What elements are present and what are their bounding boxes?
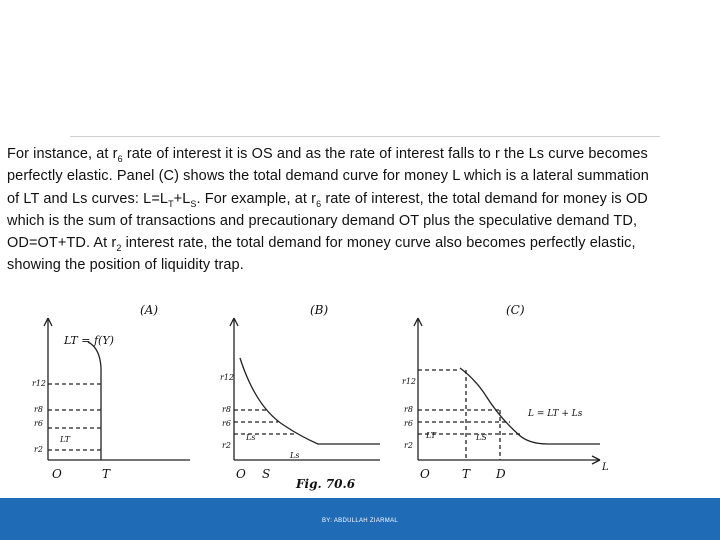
panel-c-lt: LT: [426, 431, 436, 440]
panel-b-r6: r6: [222, 419, 231, 428]
figure-caption: Fig. 70.6: [296, 477, 356, 491]
panel-c-d: D: [496, 467, 506, 481]
body-paragraph: For instance, at $r_6$ rate of interest it is OS and as the rate of interest falls to r the Ls curve becomes perfectly elastic. Panel (C) shows the total demand curve for money L which is a lateral summation of LT and Ls curves: $L=L_T+L_S$. For example, at $r_6$ rate of interest, the total demand for money is OD which is the sum of transactions and precautionary demand OT plus the speculative demand TD, OD=OT+TD. At $r_2$ interest rate, the total demand for money curve also becomes perfectly elastic, showing the position of liquidity trap.: [7, 146, 649, 274]
panel-c-r12: r12: [402, 377, 417, 386]
panel-a-x-label: T: [102, 467, 111, 481]
panel-a-lt: LT: [60, 435, 70, 444]
liquidity-preference-figure: [0, 298, 720, 498]
panel-b-r2: r2: [222, 441, 231, 450]
panel-c-curve-label: L = LT + Ls: [528, 409, 583, 419]
panel-c-x-axis: L: [602, 462, 609, 473]
panel-c-t: T: [462, 467, 471, 481]
panel-b-origin: O: [236, 467, 246, 481]
panel-a-r8: r8: [34, 405, 43, 414]
title-divider: [70, 136, 660, 137]
footer-author: BY: ABDULLAH ZIARMAL: [321, 518, 399, 524]
panel-b-title: (B): [310, 303, 329, 317]
panel-b-r8: r8: [222, 405, 231, 414]
panel-b-r12: r12: [220, 373, 235, 382]
panel-a-curve-label: LT = f(Y): [64, 334, 114, 347]
panel-c-origin: O: [420, 467, 430, 481]
panel-c-ls: LS: [476, 433, 487, 442]
panel-a-origin: O: [52, 467, 62, 481]
footer-bar: [0, 498, 720, 540]
panel-b-ls: Ls: [246, 433, 256, 442]
panel-a-title: (A): [140, 303, 159, 317]
panel-c: [414, 318, 600, 464]
panel-c-r8: r8: [404, 405, 413, 414]
panel-a-r12: r12: [32, 379, 47, 388]
panel-b-s: S: [262, 467, 271, 481]
panel-a-r2: r2: [34, 445, 43, 454]
panel-c-title: (C): [506, 303, 525, 317]
panel-c-r2: r2: [404, 441, 413, 450]
panel-c-r6: r6: [404, 419, 413, 428]
panel-a-r6: r6: [34, 419, 43, 428]
panel-b-curve-label: Ls: [290, 451, 300, 460]
